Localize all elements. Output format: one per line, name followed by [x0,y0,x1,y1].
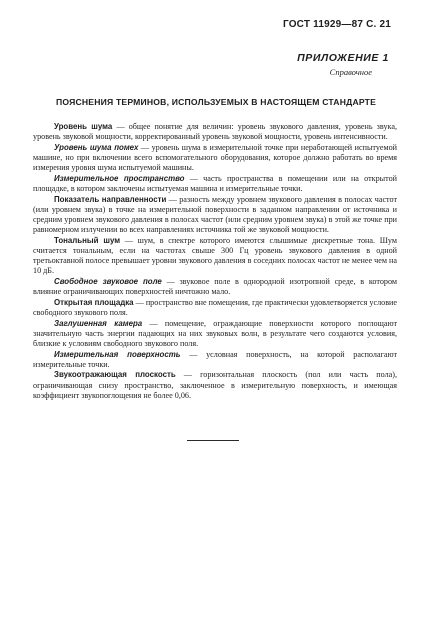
definition-noise-level [33,122,397,142]
definition-term: Измерительная поверхность [54,349,181,359]
definition-anechoic-room [33,319,397,349]
definition-term: Звукоотражающая плоскость [54,370,176,380]
definition-open-site [33,298,397,318]
definition-tonal-noise [33,236,397,276]
definition-measurement-surface [33,350,397,370]
page-header: ГОСТ 11929—87 С. 21 [282,19,391,30]
definition-term: Свободное звуковое поле [54,276,162,286]
definition-text: — условная поверхность, на которой располагают измерительные точки. [33,349,397,369]
definition-free-field [33,277,397,297]
definition-text: — горизонтальная плоскость (пол или часть пола), ограничивающая снизу пространство, заключенное в измерительную поверхность, и имеющая коэффициент звукопоглощения не более 0,06. [33,370,398,400]
definition-text: — звуковое поле в однородной изотропной среде, в котором влияние ограничивающих поверхностей ничтожно мало. [33,276,397,296]
definition-measurement-space [33,174,397,194]
definition-term: Открытая площадка [54,297,134,307]
definition-term: Заглушенная камера [54,318,143,328]
definition-text: — часть пространства в помещении или на открытой площадке, в котором заключены испытуемая машина и измерительные точки. [33,173,397,193]
appendix-title: ПРИЛОЖЕНИЕ 1 [297,52,389,64]
definition-reflecting-plane [33,370,397,400]
definition-term: Тональный шум [54,235,121,245]
definition-background-noise [33,143,397,173]
definition-term: Уровень шума [54,122,113,131]
definition-term: Уровень шума помех [54,142,139,152]
definition-text: — пространство вне помещения, где практически удовлетворяется условие свободного звукового поля. [33,297,397,317]
definition-text: — шум, в спектре которого имеются слышимые дискретные тона. Шум считается тональным, если на частотах свыше 300 Гц уровень звукового давления в одной третьоктавной полосе превышает уровни звукового давления в соседних полосах частот не менее чем на 10 дБ. [33,235,397,276]
definition-term: Измерительное пространство [54,173,185,183]
definition-text: — уровень шума в измерительной точке при неработающей испытуемой машине, но при включении всего вспомогательного оборудования, которое должно работать во время измерения уровня шума испытуемой машины. [33,142,397,173]
definition-term: Показатель направленности [54,194,167,204]
definition-text: — помещение, ограждающие поверхности которого поглощают значительную часть энергии падающих на них звуковых волн, в результате чего создаются условия, близкие к условиям свободного звукового поля. [33,318,397,348]
definition-text: — разность между уровнем звукового давления в полосах частот (или уровнем звука) в точке на измерительной поверхности в заданном направлении от источника и средним уровнем звукового давления в полосах частот (или средним уровнем звука) в этой же точке при равномерном излучении во всех направлениях источника той же звуковой мощности. [33,194,397,234]
definition-directivity-index [33,195,397,235]
appendix-subtitle: Справочное [329,67,372,77]
definitions-list [33,122,397,401]
section-title: ПОЯСНЕНИЯ ТЕРМИНОВ, ИСПОЛЬЗУЕМЫХ В НАСТОЯЩЕМ СТАНДАРТЕ [55,97,377,107]
end-rule [187,440,239,441]
definition-text: — общее понятие для величин: уровень звукового давления, уровень звука, уровень звуковой мощности, корректированный уровень звуковой мощности, уровень интенсивности. [33,122,397,142]
